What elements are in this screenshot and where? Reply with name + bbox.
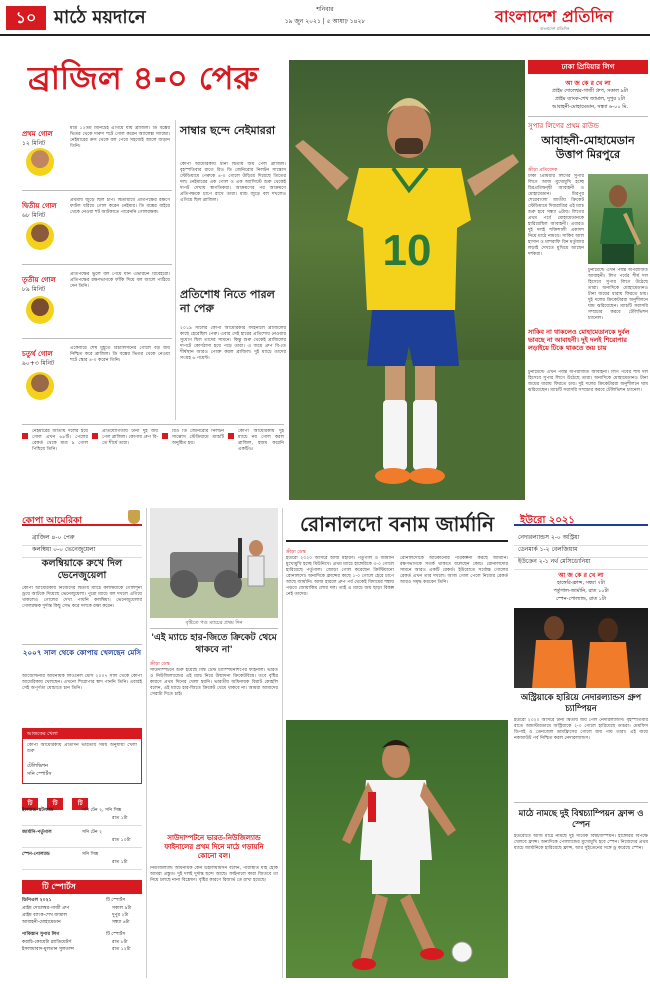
copa-text: কোপা আমেরিকায় নিজেদের দ্বিতীয় ম্যাচে কলম্বিয়াকে গোলশূন্য ড্রয়ে আটকে দিয়েছে ভেনেজুয়েলা। পুরো ম্যাচে বল দখলে এগিয়ে থাকলেও গোলের দেখা পায়নি কলম্বিয়া। ভেনেজুয়েলার গোলরক্ষক দুর্দান্ত কিছু সেভ করে দলকে রক্ষা করেন। [22, 586, 142, 609]
schedule2-row [22, 913, 142, 919]
goals-column [22, 120, 172, 420]
schedule-channel: সনি সিক্স [82, 852, 99, 857]
cricket-caption: বৃষ্টিতে পণ্ড ম্যাচের প্রথম দিন [185, 620, 243, 626]
netherlands-head: অস্ট্রিয়াকে হারিয়ে নেদারল্যান্ডস গ্রুপ চ্যাম্পিয়ন [520, 692, 642, 713]
ticker-badge: টি [72, 798, 88, 810]
shakib-photo [588, 174, 648, 264]
trophy-icon [128, 510, 140, 524]
header-day: শনিবার [316, 6, 334, 13]
goal-3-minute: ৮৯ মিনিট [22, 286, 46, 293]
player-avatar [26, 372, 54, 400]
last-text: ইউরোতে আজ মাঠে নামছে দুই সাবেক বিশ্বচ্যাম্পিয়ন। হাঙ্গেরির বিপক্ষে খেলবে ফ্রান্স। অন্যদিকে পোল্যান্ডের মুখোমুখি হবে স্পেন। নিজেদের প্রথম ম্যাচে জার্মানিকে হারিয়েছে ফ্রান্স, আর সুইডেনের সঙ্গে ড্র করেছে স্পেন। [514, 834, 648, 851]
page-header [0, 0, 650, 36]
schedule2-match: আবাহনী-মোহামেডান [22, 920, 61, 925]
euro-fixture-3: স্পেন-পোল্যান্ড, রাত ১টা [555, 596, 607, 602]
schedule2-row [22, 898, 142, 904]
player-avatar [26, 296, 54, 324]
tv-label: টেলিভিশন [27, 763, 49, 769]
roller-photo [150, 508, 278, 618]
copa-logo [22, 508, 142, 526]
schedule2-match: প্রাইম ব্যাংক-শেখ জামাল [22, 913, 68, 918]
schedule-match: স্পেন-পোল্যান্ড [22, 852, 50, 857]
schedule2-channel: টি স্পোর্টস [106, 898, 126, 903]
dhaka-league-section [528, 60, 648, 500]
brazil-headline: ব্রাজিল ৪-০ পেরু [28, 59, 259, 97]
dhaka-league-header: ঢাকা প্রিমিয়ার লিগ [528, 60, 648, 74]
goal-1-title: প্রথম গোল [22, 130, 53, 138]
ticker-badge: টি [47, 798, 63, 810]
brazil-subhead: সাম্বার ছন্দে নেইমাররা [180, 124, 276, 137]
schedule-time: রাত ১টা [112, 860, 128, 865]
t-sports-banner: টি স্পোর্টস [22, 880, 142, 894]
divider [22, 190, 172, 191]
cricket-red-quote: সাউদাম্পটনে ভারত-নিউজিল্যান্ড ফাইনালের প্রথম দিনে মাঠে গড়ায়নি কোনো বল। [164, 834, 264, 860]
dhaka-headline: আবাহনী-মোহামেডান উত্তাপ মিরপুরে [541, 134, 635, 161]
goal-3-text: প্রতিপক্ষের ভুলে বল পেয়ে যান এভারটন রিবেইরো। প্রতিপক্ষের রক্ষণভাগকে ফাঁকি দিয়ে বল জালে পাঠিয়ে দেন তিনি। [70, 272, 170, 289]
schedule-match: ইংল্যান্ড-স্কটল্যান্ড [22, 808, 54, 813]
ticker-strip [22, 790, 142, 807]
fact-icon [228, 433, 234, 439]
fact-icon [92, 433, 98, 439]
super-league-label: সুপার লিগের প্রথম রাউন্ড [528, 122, 599, 130]
copa-result-2: কলম্বিয়া ০-০ ভেনেজুয়েলা [22, 542, 142, 558]
goal-2-minute: ৬৮ মিনিট [22, 212, 46, 219]
today-box [22, 728, 142, 784]
section-title: মাঠে ময়দানে [54, 7, 146, 28]
logo-tagline: বাংলাদেশ প্রতিদিন [540, 26, 570, 31]
today-box-label: আজকের খেলা [23, 729, 141, 739]
euro-result-1: নেদারল্যান্ডস ২-০ অস্ট্রিয়া [514, 530, 648, 546]
tv-channel: সনি স্পোর্টস [27, 771, 52, 777]
page-number: ১০ [6, 6, 46, 30]
schedule2-time: সকাল ৯টা [112, 906, 132, 911]
fact-2: প্রতিযোগিতায় টানা দুই জয় পেল ব্রাজিল। কোপায় গ্রুপ বি-তে শীর্ষে তারা। [102, 429, 158, 446]
brazil-subhead-text: কোপা আমেরিকায় টানা দ্বিতীয় জয় পেল ব্রাজিল। বৃহস্পতিবার রাতে রিও ডি জেনিরোর নিলটন সান্তোস স্টেডিয়ামে পেরুকে ৪-০ গোলে উড়িয়ে দিয়েছে তিতের দল। নেইমারের এক গোল ও এক অ্যাসিস্টে শুরু থেকেই দাপট দেখায় স্বাগতিকরা। আক্রমণের পর আক্রমণে প্রতিপক্ষকে চাপে রাখে তারা। ম্যাচ জুড়ে বল দখলেও এগিয়ে ছিল ব্রাজিল। [180, 162, 286, 203]
dhaka-text-1: ঢাকা প্রিমিয়ার লিগের সুপার লিগে আজ মুখোমুখি হচ্ছে চিরপ্রতিদ্বন্দ্বী আবাহনী ও মোহামেডান। মিরপুর শেরেবাংলা জাতীয় ক্রিকেট স্টেডিয়ামে দিবারাত্রির এই ম্যাচ শুরু হবে সন্ধ্যা ৬টায়। লিগের প্রথম পর্বে মোহামেডানকে হারিয়েছিল আবাহনী। এবারও দুই দলই শক্তিশালী একাদশ নিয়ে মাঠে নামবে। সাকিব আল হাসান ও মাশরাফি বিন মর্তুজার লড়াই দেখতে মুখিয়ে আছেন দর্শকরা। [528, 174, 584, 257]
dhaka-fixture-1: প্রাইম দোলেশ্বর-গাজী গ্রুপ, সকাল ৯টা [552, 88, 628, 94]
divider [514, 802, 648, 803]
revenge-head: প্রতিশোধ নিতে পারল না পেরু [180, 288, 275, 315]
euro-section [514, 508, 648, 978]
goal-3 [22, 268, 172, 336]
today-label: আ জ কে র খে লা [565, 80, 611, 87]
schedule2-row [22, 906, 142, 912]
copa-logo-text: কোপা আমেরিকা [22, 516, 82, 526]
copa-head: কলম্বিয়াকে রুখে দিল ভেনেজুয়েলা [41, 558, 123, 581]
since-text: আর্জেন্টিনার অধিনায়ক লিওনেল মেসি ২০০৭ সাল থেকে কোপা আমেরিকায় খেলছেন। এখনো শিরোপার স্বাদ পাননি তিনি। এবারই সেই অপূর্ণতা ঘোচাতে চান তিনি। [22, 674, 142, 691]
schedule-time: রাত ১টা [112, 816, 128, 821]
today-box-item: কোপা আমেরিকায় প্রতিদিন ভারতীয় সময় অনুযায়ী খেলা শুরু [27, 743, 137, 754]
fact-3: রিও ডি জেনিরোর নিলটন সান্তোস স্টেডিয়ামে ম্যাচটি অনুষ্ঠিত হয়। [172, 429, 224, 446]
revenge-text: ২০১৯ সালের কোপা আমেরিকার ফাইনালে ব্রাজিলের কাছে হেরেছিল পেরু। এবার সেই হারের প্রতিশোধ নেওয়ার সুযোগ ছিল তাদের সামনে। কিন্তু শুরু থেকেই ব্রাজিলের দাপটে কোণঠাসা হয়ে পড়ে তারা। এ জয়ে গ্রুপ বি-তে শীর্ষস্থান আরও পোক্ত করল ব্রাজিল। দুই ম্যাচে তাদের সংগ্রহ ৬ পয়েন্ট। [180, 326, 286, 361]
schedule2-match: প্রাইম দোলেশ্বর-গাজী গ্রুপ [22, 906, 70, 911]
last-head: মাঠে নামছে দুই বিশ্বচ্যাম্পিয়ন ফ্রান্স ও স্পেন [518, 808, 644, 829]
divider [22, 644, 142, 645]
schedule2-row [22, 940, 142, 946]
column-divider [175, 120, 176, 420]
fact-1: নেইমারের জাতীয় দলের হয়ে গোল এখন ৬৮টি। পেলের রেকর্ড থেকে মাত্র ৯ গোল পিছিয়ে তিনি। [32, 429, 88, 452]
schedule2-row [22, 932, 142, 938]
dhaka-fixture-3: আবাহনী-মোহামেডান, সন্ধ্যা ৬-০০ মি. [551, 104, 628, 110]
cricket-text: সাউদাম্পটনে শুরু হয়েছে বিশ্ব টেস্ট চ্যাম্পিয়নশিপের ফাইনাল। ভারত ও নিউজিল্যান্ডের এই ম্যাচ নিয়ে উন্মাদনা ক্রিকেটবিশ্বে। তবে বৃষ্টির কারণে প্রথম দিনের খেলা হয়নি। ভারতীয় অধিনায়ক বিরাট কোহলি বলেন, এই ম্যাচে হার-জিতে ক্রিকেট থেমে থাকবে না। আমরা আমাদের সেরাটা দিতে চাই। [150, 668, 278, 697]
divider [528, 116, 648, 117]
schedule2-title: পাকিস্তান সুপার লিগ [22, 932, 60, 937]
column-divider [146, 508, 147, 978]
goal-3-title: তৃতীয় গোল [22, 276, 56, 284]
ticker-badge: টি [22, 798, 38, 810]
euro-fixture-2: পর্তুগাল-জার্মানি, রাত ১০টা [553, 588, 609, 594]
masthead-logo: বাংলাদেশ প্রতিদিন [495, 7, 613, 26]
schedule-row [22, 850, 142, 870]
netherlands-text: ইউরো ২০২০ আসরে টানা দ্বিতীয় জয় পেল নেদারল্যান্ডস। বৃহস্পতিবার রাতে আমস্টারডামে অস্ট্রিয়াকে ২-০ গোলে হারিয়েছে ডাচরা। মেমফিস ডিপাই ও ডেনজেল ডামফ্রিসের গোলে জয় পায় তারা। এই জয়ে নকআউট পর্ব নিশ্চিত করল নেদারল্যান্ডস। [514, 718, 648, 741]
ronaldo-section [286, 508, 508, 978]
schedule2-list [22, 898, 142, 978]
schedule2-match: করাচি-কোয়েটা গ্ল্যাডিয়েটর্স [22, 940, 72, 945]
brazil-headline-box [22, 52, 284, 114]
schedule-time: রাত ১০টা [112, 838, 131, 843]
schedule-row [22, 828, 142, 848]
ronaldo-text-2: রোনালদোকে আটকানোর পরিকল্পনা করছে জার্মানি। রক্ষণভাগকে সতর্ক থাকতে বলেছেন কোচ। রোনালদোর সামনে আরও একটি রেকর্ড। ইউরোতে সর্বোচ্চ গোলের রেকর্ড এখন তার দখলে। আজ গোল পেলে নিজের রেকর্ড আরও সমৃদ্ধ করবেন তিনি। [400, 556, 508, 585]
player-avatar [26, 148, 54, 176]
column-divider [282, 508, 283, 978]
schedule2-match: ইসলামাবাদ-মুলতান সুলতান্স [22, 947, 74, 952]
schedule2-row [22, 947, 142, 953]
schedule-match: জার্মানি-পর্তুগাল [22, 830, 52, 835]
player-avatar [26, 222, 54, 250]
svg-text:10: 10 [382, 226, 432, 275]
divider [22, 338, 172, 339]
goal-4-title: চতুর্থ গোল [22, 350, 53, 358]
schedule2-channel: টি স্পোর্টস [106, 932, 126, 937]
fact-icon [22, 433, 28, 439]
pull-quote: সাকিব না থাকলেও মোহামেডানকে দুর্বল ভাবছে না আবাহনী। দুই দলই শিরোপার লড়াইয়ে টিকে থাকতে জয় চায় [528, 328, 630, 352]
schedule2-time: রাত ১২টা [112, 947, 131, 952]
divider [150, 628, 278, 629]
fact-icon [162, 433, 168, 439]
since-head: ২০০৭ সাল থেকে কোপায় খেলছেন মেসি [22, 648, 142, 674]
dhaka-text-2: টুর্নামেন্টে এখন পর্যন্ত অপরাজিত আবাহনী। লিগ পর্বের শীর্ষ দল হিসেবে সুপার লিগে উঠেছে তারা। অন্যদিকে মোহামেডানও টানা জয়ের ধারায় ফিরতে চায়। দুই দলের ক্রিকেটাররা অনুশীলনে ঘাম ঝরিয়েছেন। ম্যাচটি সরাসরি সম্প্রচার করবে টেলিভিশন চ্যানেল। [528, 370, 648, 393]
ronaldo-head: রোনালদো বনাম জার্মানি [286, 508, 508, 542]
euro-result-2: ডেনমার্ক ১-২ বেলজিয়াম [514, 542, 648, 558]
header-date: ১৯ জুন ২০২১ | ৫ আষাঢ় ১৪২৮ [284, 18, 366, 25]
goal-4-text: একেবারে শেষ মুহূর্তে রিচার্লিসনের গোলে বড় জয় নিশ্চিত করে ব্রাজিল। ডি বক্সের ভিতর থেকে নেওয়া শটে স্কোর ৪-০ করেন তিনি। [70, 346, 170, 363]
schedule-row [22, 806, 142, 826]
cricket-byline: ক্রীড়া ডেস্ক [150, 662, 170, 667]
brazil-story [180, 120, 286, 420]
dhaka-fixture-2: প্রাইম ব্যাংক-শেখ জামাল, দুপুর ২টা [555, 96, 625, 102]
goal-2 [22, 194, 172, 262]
dhaka-byline: ক্রীড়া প্রতিবেদক [528, 168, 558, 173]
euro-today-label: আ জ কে র খে লা [558, 572, 604, 579]
euro-logo: ইউরো ২০২১ [520, 515, 575, 526]
euro-logo-bar [514, 508, 648, 526]
cricket-text-2: নিউজিল্যান্ড অধিনায়ক কেন উইলিয়ামসন বলেন, পরিস্থিতি যাই হোক আমরা প্রস্তুত। দুই দলই দুর্দান্ত ছন্দে আছে। ফাইনালে কারা জিতবে তা নিয়ে চলছে নানা বিশ্লেষণ। বৃষ্টির কারণে রিজার্ভ ডে রাখা হয়েছে। [150, 866, 278, 883]
goal-1 [22, 120, 172, 188]
goal-4-minute: ৯০+৩ মিনিট [22, 360, 55, 367]
neymar-photo [289, 60, 525, 500]
cricket-head: 'এই ম্যাচে হার-জিতে ক্রিকেট থেমে থাকবে না' [151, 633, 277, 655]
fact-4: কোপা আমেরিকায় দুই ম্যাচে নয় গোল করল ব্রাজিল, হজম করেনি একটিও। [238, 429, 284, 452]
cricket-section [150, 508, 278, 978]
goal-4 [22, 342, 172, 418]
ronaldo-byline: ক্রীড়া ডেস্ক [286, 550, 306, 555]
schedule-channel: সনি টেন ২, সনি সিক্স [82, 808, 122, 813]
dhaka-text-side: টুর্নামেন্টে এখন পর্যন্ত অপরাজিত আবাহনী। লিগ পর্বের শীর্ষ দল হিসেবে সুপার লিগে উঠেছে তারা। অন্যদিকে মোহামেডানও টানা জয়ের ধারায় ফিরতে চায়। দুই দলের ক্রিকেটাররা অনুশীলনে ঘাম ঝরিয়েছেন। ম্যাচটি সরাসরি সম্প্রচার করবে টেলিভিশন চ্যানেল। [588, 268, 648, 321]
brazil-facts [22, 424, 284, 486]
goal-2-text: প্রথমার্ধ জুড়ে ছিল চাপ। দ্বিতীয়ার্ধে প্রতিপক্ষের রক্ষণে ফাটল ধরিয়ে গোল করেন নেইমার। ডি বক্সের বাইরে থেকে নেওয়া শট আটকাতে পারেননি গোলরক্ষক। [70, 198, 170, 215]
schedule2-time: সন্ধ্যা ৬টা [112, 920, 130, 925]
divider [22, 264, 172, 265]
schedule-channel: সনি টেন ২ [82, 830, 103, 835]
schedule2-title: ডিপিএল ২০২১ [22, 898, 52, 903]
copa-section [22, 508, 142, 978]
dutch-players-photo [514, 608, 648, 688]
schedule-list [22, 806, 142, 872]
schedule2-time: দুপুর ২টা [112, 913, 129, 918]
goal-1-text: মাত্র ১২তম মিনিটেই এগিয়ে যায় ব্রাজিল। ডি বক্সের ভিতর থেকে দারুণ শটে গোল করেন অ্যালেক্স স্যান্দ্রো। নেইমারের ক্রস থেকে বল পেয়ে সহজেই জালে জড়ান তিনি। [70, 126, 170, 149]
goal-1-minute: ১২ মিনিট [22, 140, 46, 147]
goal-2-title: দ্বিতীয় গোল [22, 202, 57, 210]
schedule2-time: রাত ৮টা [112, 940, 128, 945]
schedule2-row [22, 920, 142, 926]
euro-result-3: ইউক্রেন ২-১ নর্থ মেসিডোনিয়া [514, 554, 648, 570]
euro-fixture-1: হাঙ্গেরি-ফ্রান্স, সন্ধ্যা ৭টা [557, 580, 605, 586]
ronaldo-photo [286, 720, 508, 978]
ronaldo-text-1: ইউরো ২০২০ আসরে আজ মহারণ। পর্তুগাল ও জার্মানি মুখোমুখি হচ্ছে মিউনিখে। প্রথম ম্যাচে হাঙ্গেরিকে ৩-০ গোলে হারিয়েছে পর্তুগাল। জোড়া গোল করেছেন ক্রিস্টিয়ানো রোনালদো। অন্যদিকে ফ্রান্সের কাছে ১-০ গোলে হেরে চাপে আছে জার্মানি। আজ হারলে গ্রুপ পর্ব থেকেই বিদায়ের শঙ্কায় পড়বে জোয়াকিম লোর দল। তাই এ ম্যাচে জয় ছাড়া বিকল্প নেই তাদের। [286, 556, 394, 597]
copa-result-1: ব্রাজিল ৪-০ পেরু [22, 530, 142, 546]
